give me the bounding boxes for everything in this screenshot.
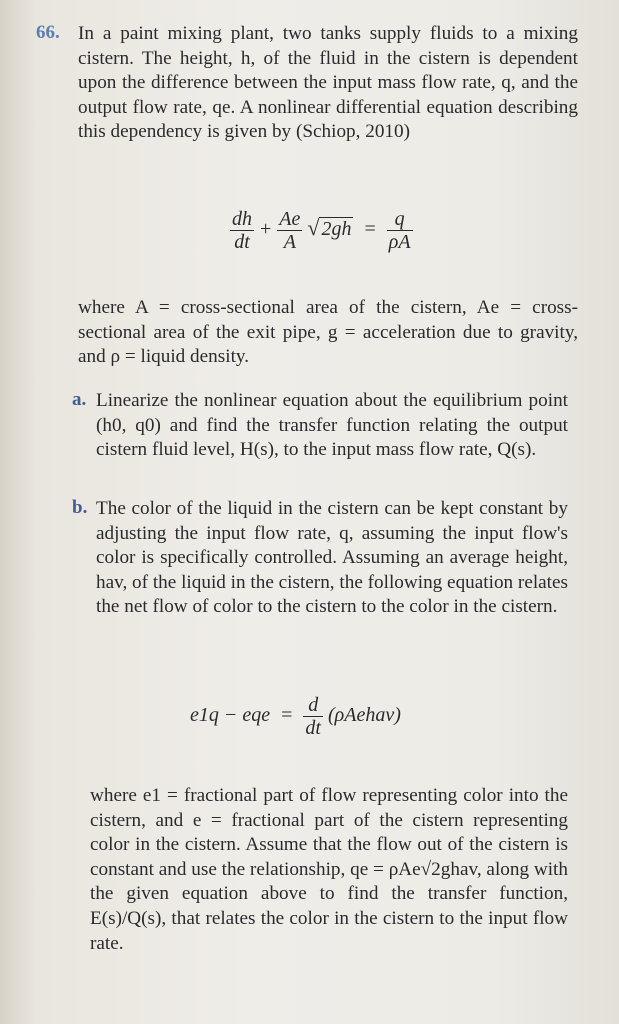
where2-text: where e1 = fractional part of flow representing color into the cistern, and e = fractional part of the cistern representing color in the cistern. Assume that the flow out of the cistern is constant and use the relationship, qe = ρAe√2ghav, along with the given equation above to find the transfer function, E(s)/Q(s), that relates the color in the cistern to the input flow rate. [90,785,568,954]
problem-intro [78,22,578,145]
equation-1: $\frac{dh}{dt}$ + $\frac{Ae}{A}$ √ 2gh = $\frac{q}{\rho A}$ [232,208,411,253]
part-b-text: The color of the liquid in the cistern can be kept constant by adjusting the input flow rate, q, assuming the input flow's color is specifically controlled. Assuming an average height, hav, of the liquid in the cistern, the following equation relates the net flow of color to the cistern to the color in the cistern. [96,498,568,618]
intro-text: In a paint mixing plant, two tanks supply fluids to a mixing cistern. The height, h, of the fluid in the cistern is dependent upon the difference between the input mass flow rate, q, and the output flow rate, qe. A nonlinear differential equation describing this dependency is given by (Schiop, 2010) [78,23,578,143]
part-a-label: a. [72,389,87,410]
eq1-sqrt: 2gh [321,218,352,241]
equation-2: e1q − eqe = $\frac{d}{dt}$ (ρAehav) [190,694,401,739]
problem-number: 66. [36,22,60,43]
part-b-label: b. [72,497,88,518]
eq1-dhdt: $\frac{dh}{dt}$ [232,208,252,253]
eq1-ae-over-a: $\frac{Ae}{A}$ [279,208,301,253]
eq1-rhs: $\frac{q}{\rho A}$ [388,208,411,253]
part-a [96,389,568,463]
part-a-text: Linearize the nonlinear equation about the equilibrium point (h0, q0) and find the transfer function relating the output cistern fluid level, H(s), to the input mass flow rate, Q(s). [96,390,568,461]
where-definitions-1 [78,296,578,370]
where-definitions-2 [90,784,568,956]
part-b [96,497,568,620]
eq2-lhs: e1q − eqe [190,704,271,727]
eq2-ddt: $\frac{d}{dt}$ [305,694,321,739]
eq2-rhs: (ρAehav) [327,704,401,727]
where1-text: where A = cross-sectional area of the cistern, Ae = cross-sectional area of the exit pipe, g = acceleration due to gravity, and ρ = liquid density. [78,297,578,368]
radical-sign: √ [307,215,320,241]
